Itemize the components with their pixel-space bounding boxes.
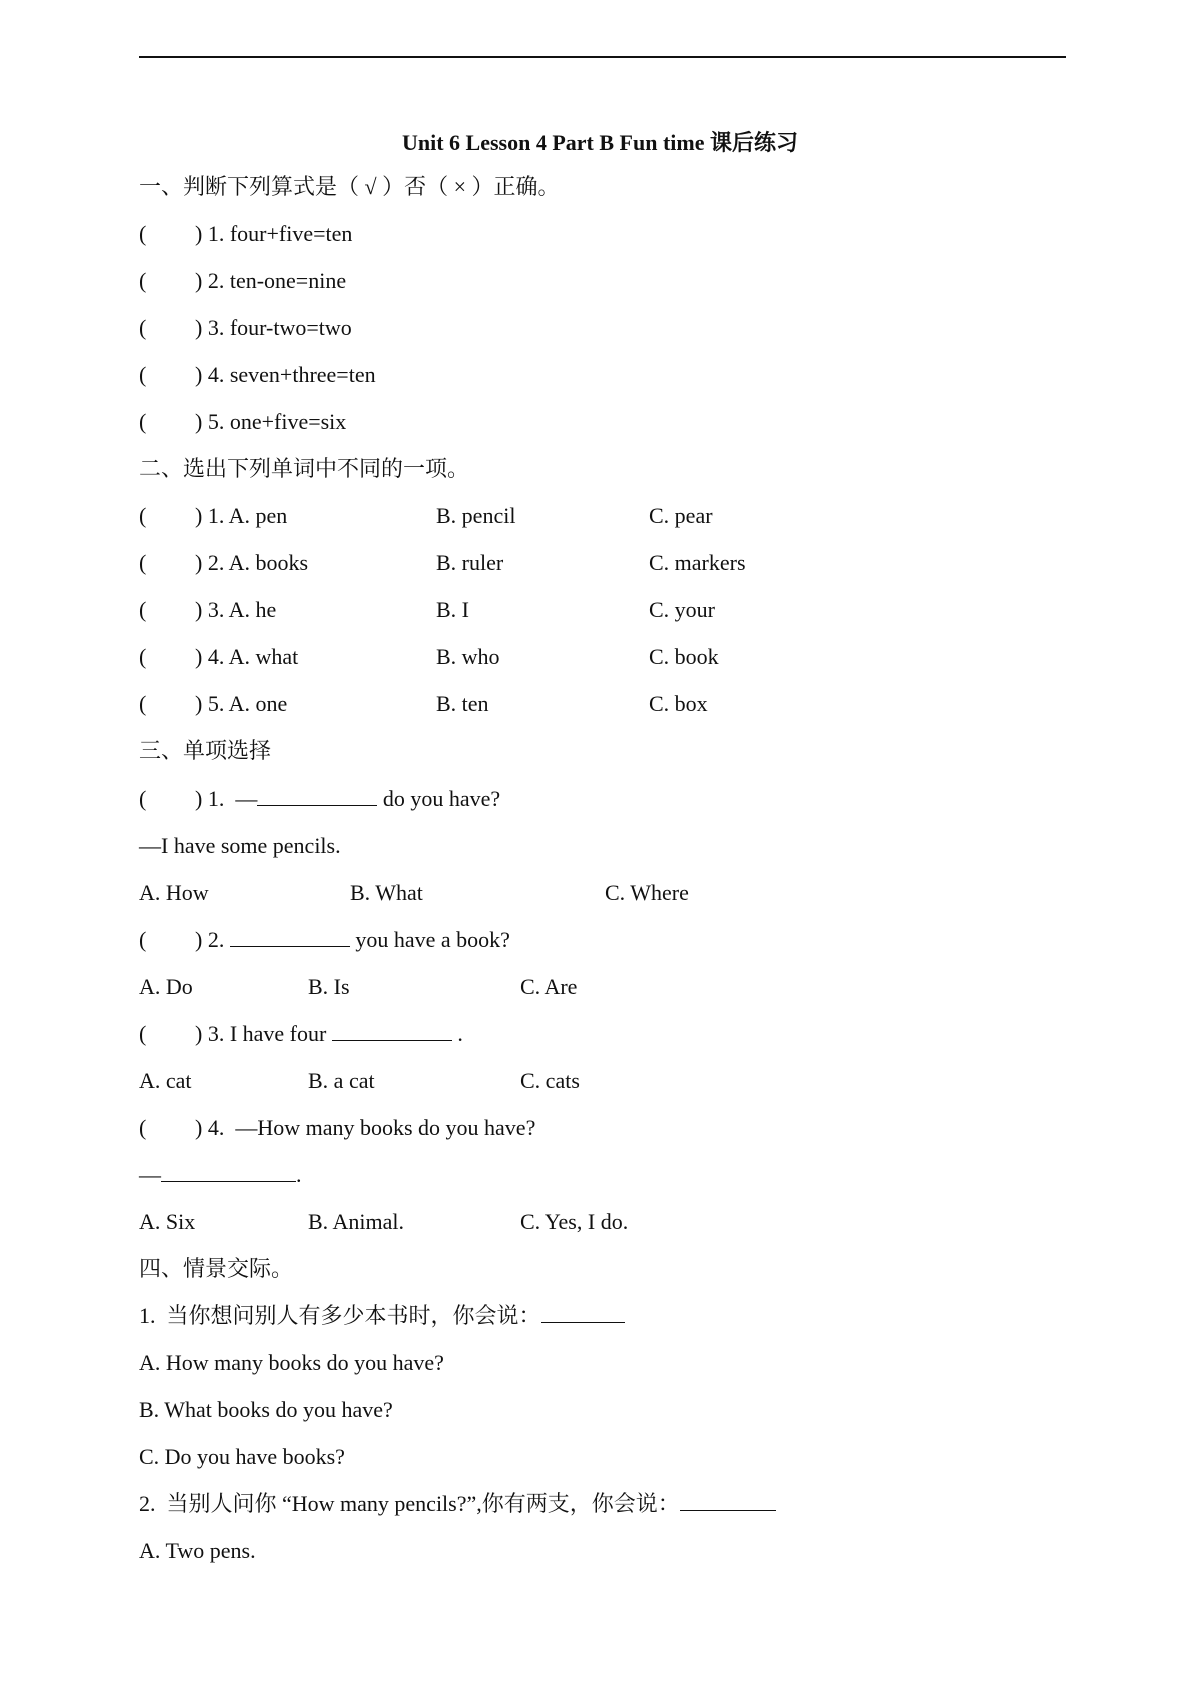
section2-heading: 二、选出下列单词中不同的一项。 [139,456,470,481]
question-4: ( ) 4. —How many books do you have? [139,1115,536,1140]
choice-item: ( ) 4. A. what B. who C. book [139,644,719,669]
page-title: Unit 6 Lesson 4 Part B Fun time 课后练习 [401,130,798,155]
section4-heading: 四、情景交际。 [139,1256,294,1281]
answer-blank[interactable] [680,1488,776,1511]
question-1: ( ) 1. — do you have? [139,783,500,815]
question-1-answer: —I have some pencils. [139,833,341,858]
choice-item: ( ) 3. A. he B. I C. your [139,597,715,622]
scenario-option: A. Two pens. [139,1538,256,1563]
answer-blank[interactable] [230,924,350,947]
scenario-question-1: 1. 当你想问别人有多少本书时，你会说： [139,1300,625,1332]
answer-blank[interactable] [541,1300,625,1323]
choice-item: ( ) 1. A. pen B. pencil C. pear [139,503,713,528]
judge-item: ( ) 2. ten-one=nine [139,268,347,293]
scenario-option: B. What books do you have? [139,1397,393,1422]
scenario-option: A. How many books do you have? [139,1350,444,1375]
answer-blank[interactable] [161,1159,296,1182]
judge-item: ( ) 3. four-two=two [139,315,352,340]
choice-item: ( ) 5. A. one B. ten C. box [139,691,708,716]
section3-heading: 三、单项选择 [139,738,272,763]
answer-blank[interactable] [332,1018,452,1041]
question-3-options: A. cat B. a cat C. cats [139,1068,580,1093]
section1-heading: 一、判断下列算式是（ √ ）否（ × ）正确。 [139,174,560,199]
choice-item: ( ) 2. A. books B. ruler C. markers [139,550,746,575]
question-3: ( ) 3. I have four . [139,1018,463,1050]
scenario-option: C. Do you have books? [139,1444,345,1469]
judge-item: ( ) 5. one+five=six [139,409,347,434]
question-4-options: A. Six B. Animal. C. Yes, I do. [139,1209,629,1234]
scenario-question-2: 2. 当别人问你 “How many pencils?”,你有两支，你会说： [139,1488,776,1520]
judge-item: ( ) 4. seven+three=ten [139,362,376,387]
question-1-options: A. How B. What C. Where [139,880,689,905]
question-2-options: A. Do B. Is C. Are [139,974,578,999]
question-4-answer: — . [139,1159,302,1191]
answer-blank[interactable] [257,783,377,806]
question-2: ( ) 2. you have a book? [139,924,510,956]
header-rule [139,56,1066,58]
judge-item: ( ) 1. four+five=ten [139,221,353,246]
